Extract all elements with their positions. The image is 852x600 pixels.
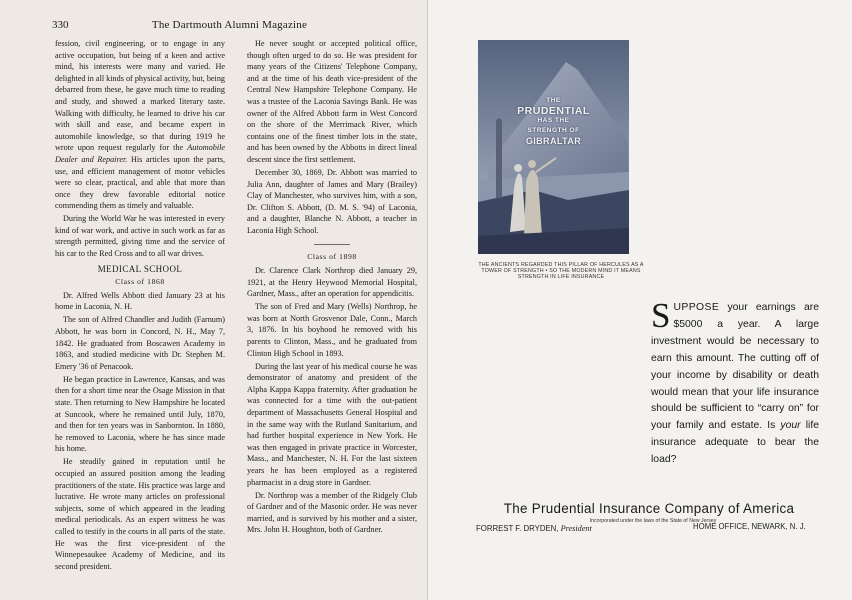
running-header bbox=[52, 19, 407, 33]
figure-head bbox=[514, 164, 522, 172]
right-page bbox=[427, 0, 852, 600]
publication-title: Automobile Dealer and Repairer. bbox=[55, 143, 226, 164]
paragraph: He began practice in Lawrence, Kansas, and was then for a short time near the Osage Mission in that state. Then returning to New Hampshire he located at Suncook, where he remained until July, 1870, and then for ten years was in Sanbornton. In 1880, he removed to Laconia, where he has since made his home. bbox=[55, 374, 225, 454]
company-name: The Prudential Insurance Company of America bbox=[503, 501, 795, 516]
class-heading: Class of 1898 bbox=[307, 252, 357, 262]
class-heading: Class of 1868 bbox=[115, 277, 165, 287]
incorporation-note: Incorporated under the laws of the State of New Jersey bbox=[589, 518, 717, 524]
paragraph: Dr. Alfred Wells Abbott died January 23 at his home in Laconia, N. H. bbox=[55, 290, 225, 312]
ad-text: your earnings are $5000 a year. A large investment would be necessary to earn this amount. The cutting off of your income by disability or death would mean that your life insurance should be sufficient to “carry on” for your family and estate. Is bbox=[651, 302, 819, 432]
president-name: FORREST F. DRYDEN, bbox=[476, 524, 559, 533]
paragraph bbox=[55, 38, 225, 212]
illustration-scene bbox=[478, 40, 629, 254]
illustration-slogan bbox=[478, 96, 629, 146]
slogan-line: STRENGTH OF bbox=[527, 127, 580, 134]
column-left bbox=[55, 38, 225, 574]
gibraltar-illustration bbox=[478, 40, 629, 254]
section-heading: MEDICAL SCHOOL bbox=[97, 263, 183, 274]
slogan-line: HAS THE bbox=[537, 117, 570, 124]
drop-cap: S bbox=[651, 296, 671, 335]
paragraph: The son of Fred and Mary (Wells) Northrop, he was born at North Grosvenor Dale, Conn., March 3, 1876. In his boyhood he removed with his parents to Clinton, Mass., and he graduated from Clinton High School in 1893. bbox=[247, 302, 417, 358]
home-office: HOME OFFICE, NEWARK, N. J. bbox=[693, 522, 806, 531]
paragraph: During the World War he was interested in every kind of war work, and active in such work as far as strength permitted, giving time and the service of his car to the Red Cross and to all war drives. bbox=[55, 214, 225, 259]
illustration-caption: THE ANCIENTS REGARDED THIS PILLAR OF HERCULES AS A TOWER OF STRENGTH • SO THE MODERN MIND IT MEANS STRENGTH IN LIFE INSURANCE bbox=[478, 262, 644, 280]
divider bbox=[314, 244, 350, 245]
president-line bbox=[476, 524, 592, 533]
advertisement-copy bbox=[651, 296, 819, 469]
slogan-line: GIBRALTAR bbox=[525, 136, 582, 146]
paragraph: The son of Alfred Chandler and Judith (Farnum) Abbott, he was born in Concord, N. H., May 7, 1842. He graduated from Boscawen Academy in 1863, and studied medicine with Dr. Stephen M. Emery '36 of Penacook. bbox=[55, 315, 225, 371]
ad-text: life insurance adequate to bear the load? bbox=[651, 420, 819, 466]
paragraph: During the last year of his medical course he was demonstrator of anatomy and president of the Alpha Kappa Kappa fraternity. After graduation he was connected for a time with the out-patient department of Massachusetts General Hospital and in the same way with the Rutland Sanitarium, and had further hospital experience in New York. He was then engaged in private practice in Worcester, Mass., and Manchester, N. H. For the last sixteen years he has been employed as a registered pharmacist in a drug store in Gardner. bbox=[247, 361, 417, 487]
paragraph: He steadily gained in reputation until he occupied an assured position among the leading practitioners of the state. His practice was large and lucrative. He wrote many articles on professional subjects, some of which appeared in the leading medical periodicals. As an expert witness he was called to testify in the courts in all parts of the state. He was the first vice-president of the Winnepesaukee Academy of Medicine, and its second president. bbox=[55, 457, 225, 571]
president-title: President bbox=[560, 524, 592, 533]
column-right bbox=[247, 38, 417, 537]
figure-head bbox=[528, 160, 536, 168]
slogan-line: THE bbox=[546, 97, 561, 104]
magazine-title: The Dartmouth Alumni Magazine bbox=[151, 19, 308, 31]
slogan-line: PRUDENTIAL bbox=[517, 105, 590, 117]
text: His articles upon the parts, use, and efficient management of motor vehicles were so clear, practical, and able that more than once they drew favorable editorial notice commending them as timely and valuable. bbox=[55, 154, 225, 211]
page-number: 330 bbox=[52, 19, 69, 31]
text: fession, civil engineering, or to engage in any active occupation, but being of a keen and active mind, his interests were many and varied. He delighted in all kinds of physical activity, but, being debarred from these, he gave much time to reading and study, and showed a marked literary taste. Walking with difficulty, he learned to drive his car with skill and ease, and became expert in automobile knowledge, so that during 1919 he wrote upon request regularly for the bbox=[55, 39, 226, 153]
ad-emphasis: your bbox=[780, 420, 801, 432]
paragraph: Dr. Northrop was a member of the Ridgely Club of Gardner and of the Masonic order. He was never married, and is survived by his mother and a sister, Mrs. John H. Houghton, both of Gardner. bbox=[247, 490, 417, 535]
paragraph: December 30, 1869, Dr. Abbott was married to Julia Ann, daughter of James and Mary (Brailey) Clay of Manchester, who survives him, with a son, Dr. Clifton S. Abbott, (D. M. S. '94) of Laconia, and a daughter, Blanche N. Abbott, a teacher in Laconia High School. bbox=[247, 167, 417, 235]
paragraph: Dr. Clarence Clark Northrop died January 29, 1921, at the Henry Heywood Memorial Hospital, Gardner, Mass., after an operation for appendicitis. bbox=[247, 266, 417, 299]
lead-word: UPPOSE bbox=[673, 302, 720, 313]
paragraph: He never sought or accepted political office, though often urged to do so. He was president for many years of the Citizens' Telephone Company, and at the time of his death vice-president of the Central New Hampshire Telephone Company. He was a trustee of the Laconia Savings Bank. He was owner of the Alfred Abbott farm in West Concord on the shore of the Merrimack River, which contains one of the finest timber lots in the state, and has been owned by the Abbotts in direct lineal descent since the first settlement. bbox=[247, 39, 417, 164]
